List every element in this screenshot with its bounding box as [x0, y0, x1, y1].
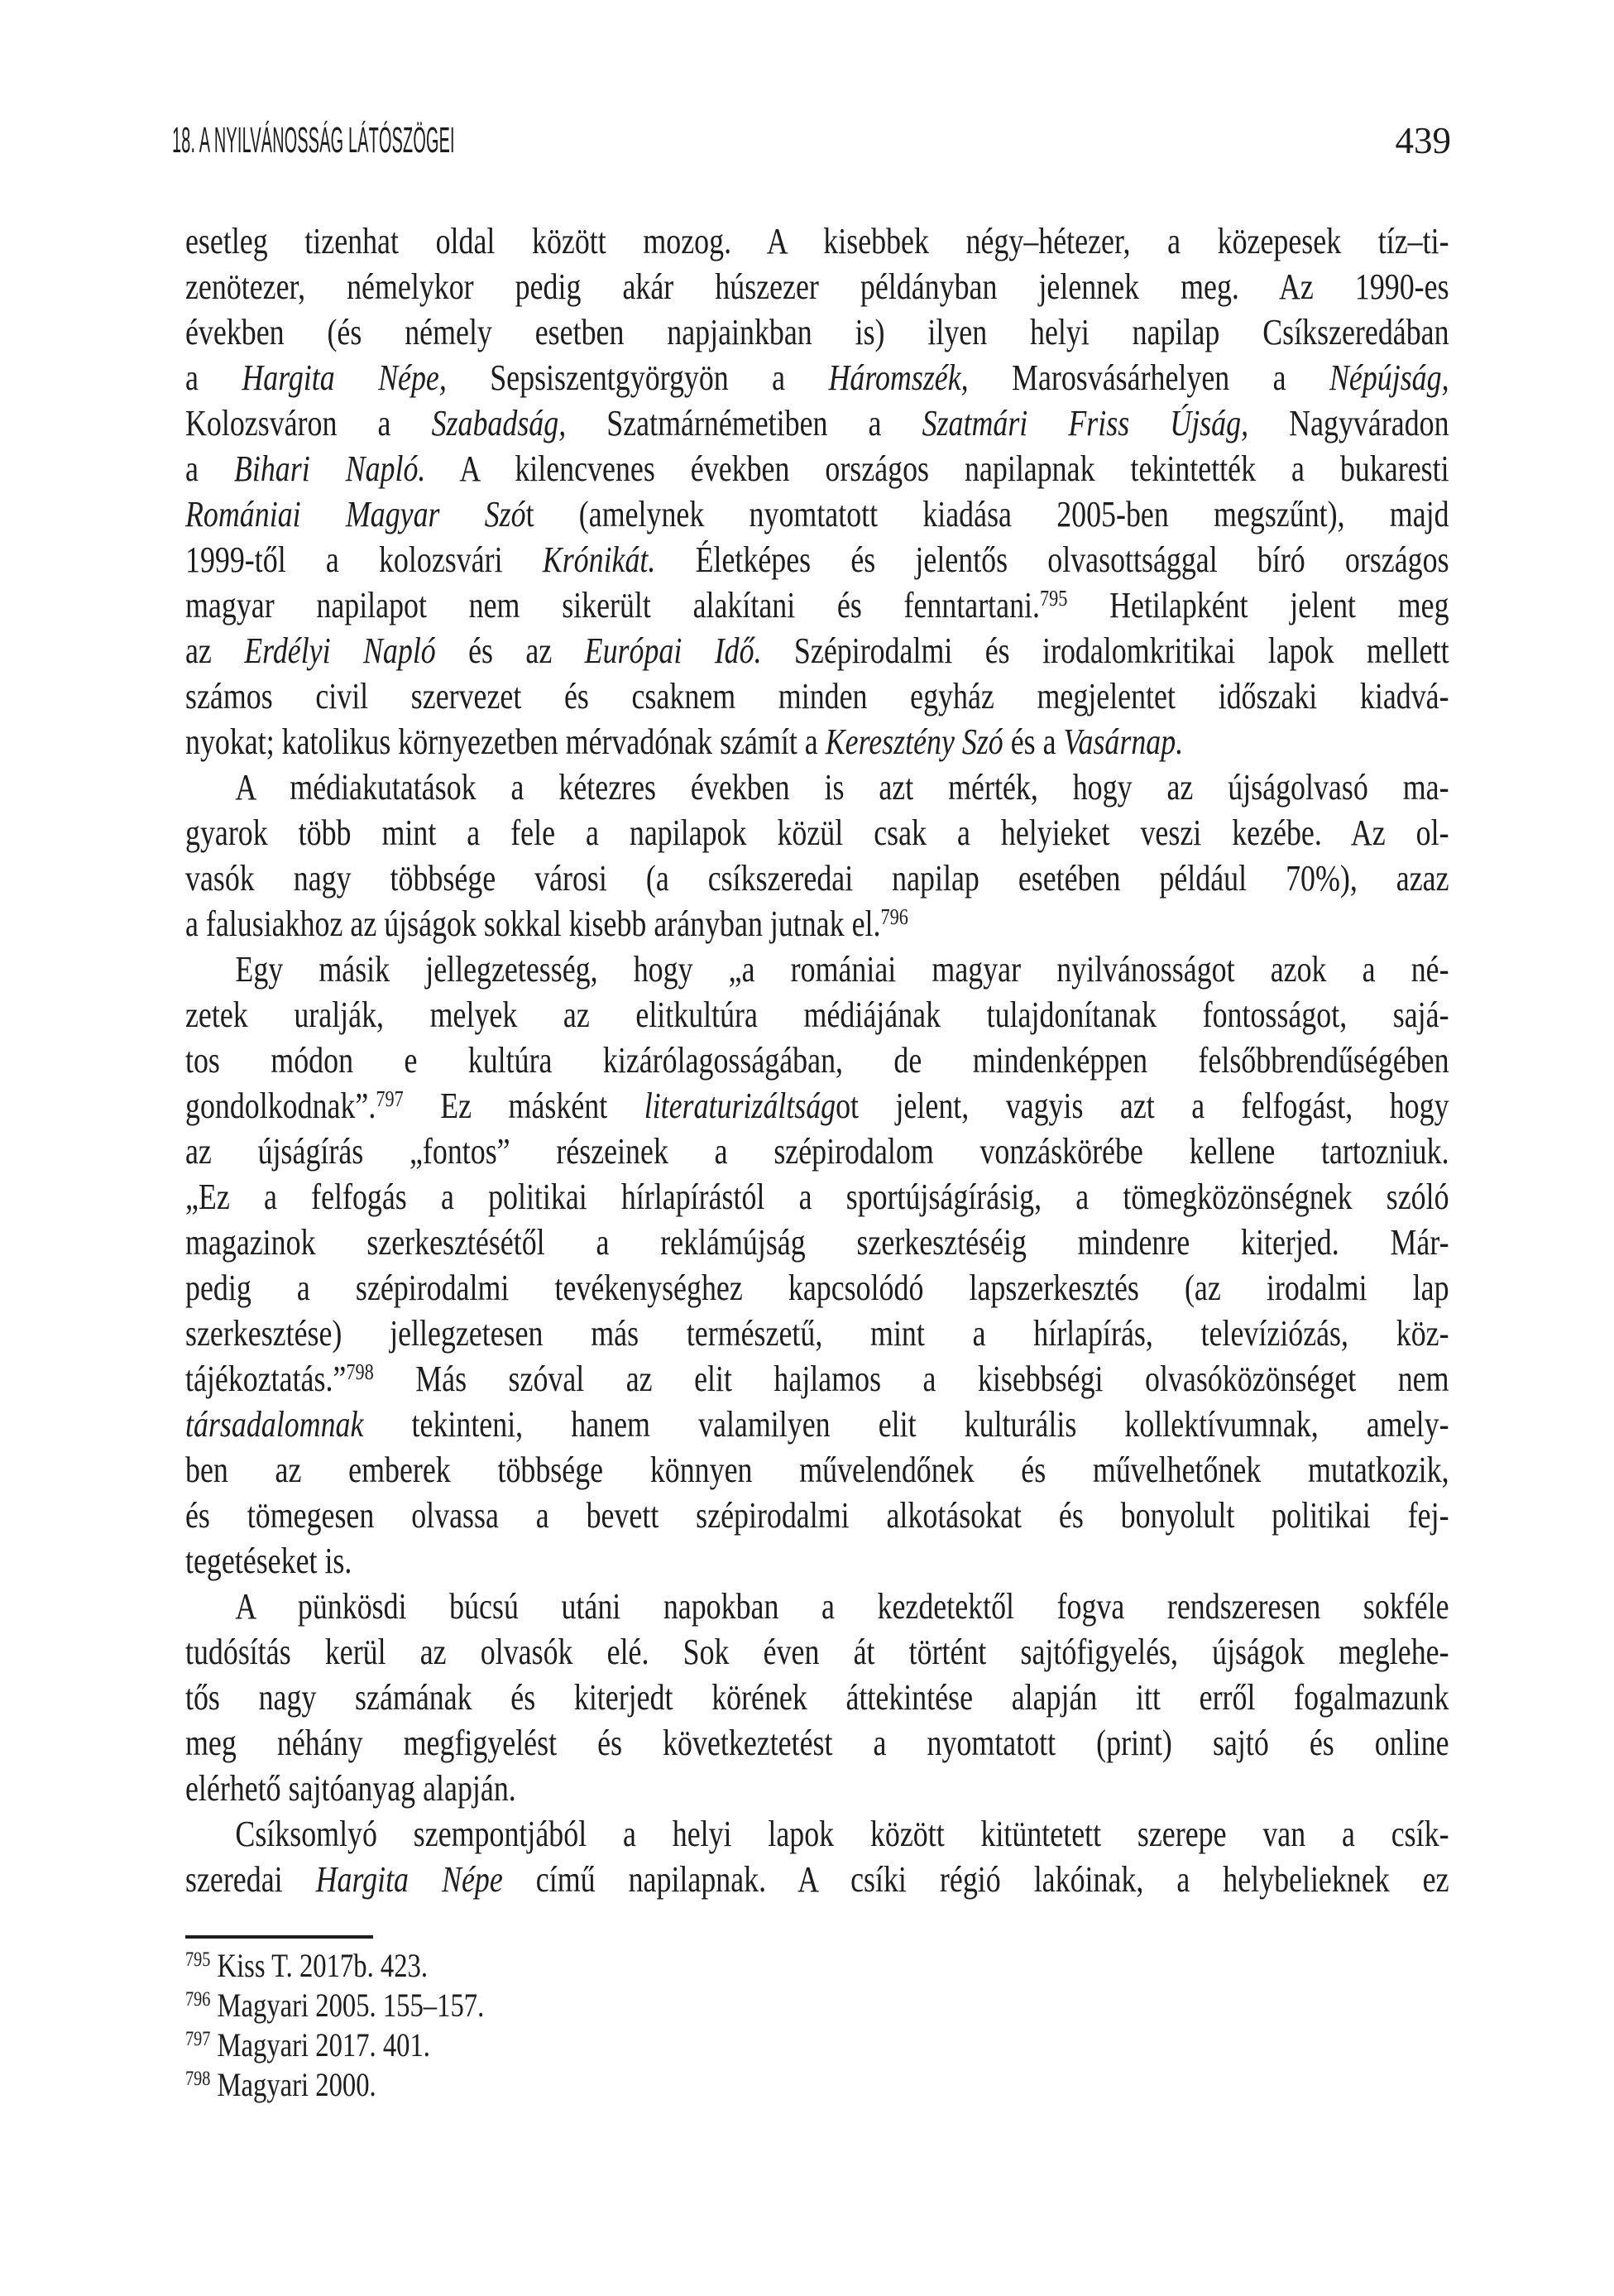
body-line: az Erdélyi Napló és az Európai Idő. Szépirodalmi és irodalomkritikai lapok mellett	[185, 630, 1449, 671]
footnote-ref: 795	[1040, 585, 1068, 611]
body-line: zetek uralják, melyek az elitkultúra médiájának tulajdonítanak fontosságot, sajá-	[185, 995, 1449, 1035]
body-line: a Hargita Népe, Sepsiszentgyörgyön a Háromszék, Marosvásárhelyen a Népújság,	[185, 357, 1449, 398]
body-line: szerkesztése) jellegzetesen más természetű, mint a hírlapírás, televíziózás, köz-	[185, 1313, 1449, 1354]
chapter-header: 18. A NYILVÁNOSSÁG LÁTÓSZÖGEI	[172, 120, 455, 161]
body-line: társadalomnak tekinteni, hanem valamilyen elit kulturális kollektívumnak, amely-	[185, 1404, 1449, 1445]
body-line: vasók nagy többsége városi (a csíkszeredai napilap esetében például 70%), azaz	[185, 858, 1449, 899]
body-line: években (és némely esetben napjainkban is) ilyen helyi napilap Csíkszeredában	[185, 312, 1449, 352]
italic-title: Szatmári Friss Újság,	[922, 403, 1249, 443]
footnote-ref: 797	[376, 1086, 404, 1111]
footnote: $^{796}$ Magyari 2005. 155–157.	[185, 1987, 485, 2024]
footnote-number: 796	[185, 1988, 211, 2011]
footnote-number: 798	[185, 2068, 211, 2091]
italic-title: Hargita Népe,	[242, 357, 447, 398]
footnote-separator	[185, 1935, 373, 1939]
footnotes	[185, 1946, 1449, 2105]
italic-title: Népújság,	[1329, 357, 1449, 398]
body-line: magazinok szerkesztésétől a reklámújság szerkesztéséig mindenre kiterjed. Már-	[185, 1222, 1449, 1263]
body-line: tegetéseket is.	[185, 1541, 352, 1581]
body-line: a falusiakhoz az újságok sokkal kisebb arányban jutnak el.$^{796}$	[185, 904, 908, 944]
body-line: 1999-től a kolozsvári Krónikát. Életképes és jelentős olvasottsággal bíró országos	[185, 539, 1449, 580]
italic-title: Szabadság,	[431, 403, 567, 443]
body-text	[185, 218, 1449, 1902]
italic-title: Romániai Magyar Szó	[185, 494, 526, 534]
body-line: tájékoztatás.”$^{798}$ Más szóval az elit hajlamos a kisebbségi olvasóközönséget nem	[185, 1359, 1449, 1399]
page-number: 439	[1395, 120, 1451, 161]
italic-title: Krónikát.	[542, 539, 656, 580]
body-line: tos módon e kultúra kizárólagosságában, de mindenképpen felsőbbrendűségében	[185, 1040, 1449, 1081]
body-line: Egy másik jellegzetesség, hogy „a romániai magyar nyilvánosságot azok a né-	[235, 949, 1449, 990]
body-line: esetleg tizenhat oldal között mozog. A kisebbek négy–hétezer, a közepesek tíz–ti-	[185, 221, 1449, 261]
body-line: nyokat; katolikus környezetben mérvadónak számít a Keresztény Szó és a Vasárnap.	[185, 721, 1184, 762]
body-line: szeredai Hargita Népe című napilapnak. A csíki régió lakóinak, a helybelieknek ez	[185, 1859, 1449, 1900]
footnote-ref: 798	[346, 1359, 374, 1384]
body-line: tős nagy számának és kiterjedt körének áttekintése alapján itt erről fogalmazunk	[185, 1677, 1449, 1718]
italic-title: társadalomnak	[185, 1404, 364, 1445]
body-line: Csíksomlyó szempontjából a helyi lapok között kitüntetett szerepe van a csík-	[235, 1814, 1449, 1854]
italic-title: Keresztény Szó	[825, 721, 1003, 762]
body-line: ben az emberek többsége könnyen művelendőnek és művelhetőnek mutatkozik,	[185, 1450, 1449, 1490]
italic-title: Erdélyi Napló	[244, 630, 436, 671]
italic-title: Hargita Népe	[315, 1859, 503, 1900]
italic-title: Vasárnap.	[1063, 721, 1184, 762]
body-line: számos civil szervezet és csaknem minden egyház megjelentet időszaki kiadvá-	[185, 676, 1449, 717]
footnote-number: 795	[185, 1948, 211, 1972]
body-line: gondolkodnak”.$^{797}$ Ez másként literaturizáltságot jelent, vagyis azt a felfogást, hogy	[185, 1086, 1449, 1126]
body-line: az újságírás „fontos” részeinek a szépirodalom vonzáskörébe kellene tartozniuk.	[185, 1131, 1449, 1172]
body-line: pedig a szépirodalmi tevékenységhez kapcsolódó lapszerkesztés (az irodalmi lap	[185, 1268, 1449, 1308]
body-line: és tömegesen olvassa a bevett szépirodalmi alkotásokat és bonyolult politikai fej-	[185, 1495, 1449, 1536]
footnote: $^{795}$ Kiss T. 2017b. 423.	[185, 1947, 429, 1984]
italic-title: Európai Idő.	[584, 630, 762, 671]
body-line: a Bihari Napló. A kilencvenes években országos napilapnak tekintették a bukaresti	[185, 448, 1449, 489]
body-line: Romániai Magyar Szót (amelynek nyomtatott kiadása 2005-ben megszűnt), majd	[185, 494, 1449, 534]
body-line: gyarok több mint a fele a napilapok közül csak a helyieket veszi kezébe. Az ol-	[185, 812, 1449, 853]
footnote: $^{798}$ Magyari 2000.	[185, 2066, 376, 2103]
footnote-ref: 796	[880, 904, 908, 929]
body-line: magyar napilapot nem sikerült alakítani és fenntartani.$^{795}$ Hetilapként jelent meg	[185, 585, 1449, 626]
body-line: elérhető sajtóanyag alapján.	[185, 1768, 516, 1809]
italic-title: Háromszék,	[828, 357, 969, 398]
body-line: „Ez a felfogás a politikai hírlapírástól a sportújságírásig, a tömegközönségnek szóló	[185, 1177, 1449, 1217]
body-line: meg néhány megfigyelést és következtetést a nyomtatott (print) sajtó és online	[185, 1723, 1449, 1763]
body-line: tudósítás kerül az olvasók elé. Sok éven át történt sajtófigyelés, újságok meglehe-	[185, 1632, 1449, 1672]
body-line: Kolozsváron a Szabadság, Szatmárnémetiben a Szatmári Friss Újság, Nagyváradon	[185, 403, 1449, 443]
footnote-number: 797	[185, 2028, 211, 2051]
body-line: A médiakutatások a kétezres években is azt mérték, hogy az újságolvasó ma-	[235, 767, 1449, 808]
footnote: $^{797}$ Magyari 2017. 401.	[185, 2026, 430, 2064]
body-line: zenötezer, némelykor pedig akár húszezer példányban jelennek meg. Az 1990-es	[185, 266, 1449, 307]
italic-title: literaturizáltság	[644, 1086, 836, 1126]
italic-title: Bihari Napló.	[233, 448, 426, 489]
body-line: A pünkösdi búcsú utáni napokban a kezdetektől fogva rendszeresen sokféle	[235, 1586, 1449, 1627]
